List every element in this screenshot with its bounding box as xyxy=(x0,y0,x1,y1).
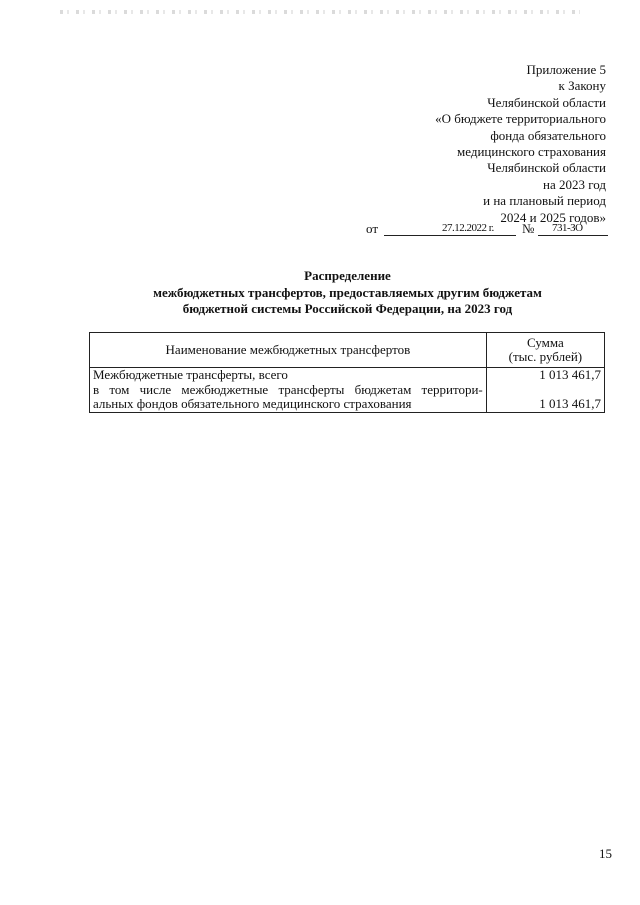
transfers-table xyxy=(89,332,605,413)
law-date: 27.12.2022 г. xyxy=(442,222,494,234)
law-number: 731-ЗО xyxy=(552,222,583,234)
title-line: Распределение xyxy=(304,268,391,283)
appendix-line: и на плановый период xyxy=(483,193,606,209)
appendix-line: Приложение 5 xyxy=(526,62,606,77)
appendix-line: Челябинской области xyxy=(487,94,606,110)
row-name-part-line1: в том числе межбюджетные трансферты бюджетам территори- xyxy=(93,381,483,397)
row-name-part-line2: альных фондов обязательного медицинского страхования xyxy=(93,396,412,411)
appendix-line: «О бюджете территориального xyxy=(435,111,606,127)
row-name-cell xyxy=(90,368,487,413)
row-sum-part: 1 013 461,7 xyxy=(539,396,601,411)
table-row xyxy=(90,368,605,413)
law-date-number-line xyxy=(366,219,610,239)
page-number: 15 xyxy=(599,846,612,861)
appendix-header-block xyxy=(435,62,606,226)
header-sum-label: Сумма xyxy=(526,334,564,350)
row-name-total: Межбюджетные трансферты, всего xyxy=(93,367,288,382)
title-line: бюджетной системы Российской Федерации, на 2023 год xyxy=(182,301,513,316)
document-title xyxy=(90,268,605,318)
appendix-line: на 2023 год xyxy=(543,176,606,192)
appendix-line: фонда обязательного xyxy=(490,127,606,143)
appendix-line: 2024 и 2025 годов» xyxy=(500,209,606,225)
row-sum-total: 1 013 461,7 xyxy=(539,367,601,382)
row-sum-cell xyxy=(486,368,604,413)
appendix-line: медицинского страхования xyxy=(457,144,606,160)
appendix-line: к Закону xyxy=(558,78,606,94)
title-line: межбюджетных трансфертов, предоставляемых другим бюджетам xyxy=(153,284,542,300)
header-name-cell: Наименование межбюджетных трансфертов xyxy=(90,333,487,368)
header-sum-unit: (тыс. рублей) xyxy=(508,349,583,364)
table-header-row xyxy=(90,333,605,368)
from-label: от xyxy=(366,221,379,236)
header-sum-cell xyxy=(486,333,604,368)
row-sum-spacer xyxy=(490,383,601,398)
number-label: № xyxy=(522,221,535,236)
scan-artifact-strip xyxy=(60,10,580,14)
appendix-line: Челябинской области xyxy=(487,160,606,176)
